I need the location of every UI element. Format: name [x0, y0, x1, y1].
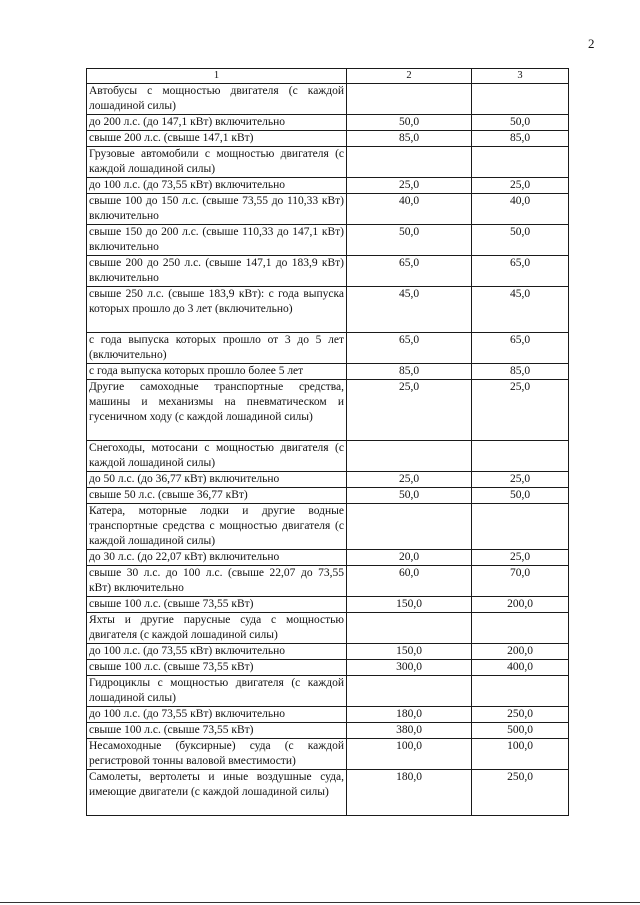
rate-value-column-2: 50,0: [347, 488, 472, 504]
rate-value-column-3: 25,0: [472, 178, 569, 194]
table-row: [87, 707, 569, 723]
rate-value-column-3: [472, 147, 569, 178]
row-description: свыше 200 л.с. (свыше 147,1 кВт): [87, 131, 347, 147]
rate-value-column-2: [347, 441, 472, 472]
rate-value-column-3: 50,0: [472, 225, 569, 256]
table-row: [87, 644, 569, 660]
row-description: свыше 100 л.с. (свыше 73,55 кВт): [87, 597, 347, 613]
table-row: [87, 739, 569, 770]
rate-value-column-3: [472, 84, 569, 115]
row-description: Снегоходы, мотосани с мощностью двигателя (с каждой лошадиной силы): [87, 441, 347, 472]
table-row: [87, 380, 569, 441]
rate-value-column-2: 150,0: [347, 644, 472, 660]
rate-value-column-3: 50,0: [472, 488, 569, 504]
rate-value-column-3: 45,0: [472, 287, 569, 333]
table-row: [87, 84, 569, 115]
row-description: до 100 л.с. (до 73,55 кВт) включительно: [87, 178, 347, 194]
rate-value-column-2: 150,0: [347, 597, 472, 613]
rate-value-column-2: 25,0: [347, 472, 472, 488]
rate-value-column-3: [472, 441, 569, 472]
rate-value-column-2: 45,0: [347, 287, 472, 333]
bottom-rule: [0, 902, 640, 903]
table-row: [87, 225, 569, 256]
table-row: [87, 488, 569, 504]
rate-value-column-3: 25,0: [472, 380, 569, 441]
rate-value-column-2: 85,0: [347, 131, 472, 147]
page-number: 2: [588, 36, 595, 51]
row-description: до 100 л.с. (до 73,55 кВт) включительно: [87, 707, 347, 723]
rate-value-column-2: 60,0: [347, 566, 472, 597]
table-row: [87, 147, 569, 178]
rate-value-column-3: 400,0: [472, 660, 569, 676]
row-description: свыше 50 л.с. (свыше 36,77 кВт): [87, 488, 347, 504]
table-row: [87, 566, 569, 597]
row-description: свыше 30 л.с. до 100 л.с. (свыше 22,07 до 73,55 кВт) включительно: [87, 566, 347, 597]
rate-value-column-3: [472, 504, 569, 550]
rate-value-column-3: 200,0: [472, 597, 569, 613]
rate-value-column-2: 100,0: [347, 739, 472, 770]
table-row: [87, 472, 569, 488]
rate-value-column-2: [347, 676, 472, 707]
rate-value-column-2: 40,0: [347, 194, 472, 225]
row-description: с года выпуска которых прошло от 3 до 5 лет (включительно): [87, 333, 347, 364]
rate-value-column-2: [347, 613, 472, 644]
row-description: Другие самоходные транспортные средства, машины и механизмы на пневматическом и гусеничном ходу (с каждой лошадиной силы): [87, 380, 347, 441]
rate-value-column-3: 250,0: [472, 707, 569, 723]
table-row: [87, 676, 569, 707]
row-description: Яхты и другие парусные суда с мощностью двигателя (с каждой лошадиной силы): [87, 613, 347, 644]
row-description: Грузовые автомобили с мощностью двигателя (с каждой лошадиной силы): [87, 147, 347, 178]
row-description: свыше 100 до 150 л.с. (свыше 73,55 до 110,33 кВт) включительно: [87, 194, 347, 225]
table-row: [87, 550, 569, 566]
rate-value-column-3: 500,0: [472, 723, 569, 739]
rate-value-column-2: 180,0: [347, 770, 472, 816]
row-description: до 100 л.с. (до 73,55 кВт) включительно: [87, 644, 347, 660]
row-description: свыше 250 л.с. (свыше 183,9 кВт): с года выпуска которых прошло до 3 лет (включительно): [87, 287, 347, 333]
row-description: свыше 150 до 200 л.с. (свыше 110,33 до 147,1 кВт) включительно: [87, 225, 347, 256]
table-row: [87, 194, 569, 225]
rate-value-column-2: 65,0: [347, 333, 472, 364]
rate-value-column-2: [347, 504, 472, 550]
column-header-2: 2: [347, 69, 472, 84]
rate-value-column-2: 25,0: [347, 380, 472, 441]
row-description: свыше 200 до 250 л.с. (свыше 147,1 до 183,9 кВт) включительно: [87, 256, 347, 287]
table-row: [87, 613, 569, 644]
rate-value-column-3: 65,0: [472, 333, 569, 364]
rate-value-column-2: 380,0: [347, 723, 472, 739]
row-description: свыше 100 л.с. (свыше 73,55 кВт): [87, 723, 347, 739]
rate-value-column-3: 40,0: [472, 194, 569, 225]
rate-value-column-3: 250,0: [472, 770, 569, 816]
table-row: [87, 287, 569, 333]
table-row: [87, 115, 569, 131]
table-row: [87, 770, 569, 816]
rate-value-column-3: 50,0: [472, 115, 569, 131]
rate-value-column-3: 25,0: [472, 472, 569, 488]
rate-value-column-3: 85,0: [472, 131, 569, 147]
column-header-1: 1: [87, 69, 347, 84]
column-header-3: 3: [472, 69, 569, 84]
rate-value-column-3: 65,0: [472, 256, 569, 287]
row-description: Несамоходные (буксирные) суда (с каждой регистровой тонны валовой вместимости): [87, 739, 347, 770]
row-description: Гидроциклы с мощностью двигателя (с каждой лошадиной силы): [87, 676, 347, 707]
row-description: до 30 л.с. (до 22,07 кВт) включительно: [87, 550, 347, 566]
rate-value-column-2: 65,0: [347, 256, 472, 287]
row-description: Автобусы с мощностью двигателя (с каждой лошадиной силы): [87, 84, 347, 115]
table-row: [87, 256, 569, 287]
table-row: [87, 660, 569, 676]
rate-value-column-2: [347, 84, 472, 115]
table-row: [87, 597, 569, 613]
table-row: [87, 333, 569, 364]
table-row: [87, 178, 569, 194]
rate-value-column-3: [472, 676, 569, 707]
rate-value-column-2: [347, 147, 472, 178]
table-body: [87, 69, 569, 816]
rate-value-column-3: 100,0: [472, 739, 569, 770]
row-description: Самолеты, вертолеты и иные воздушные суда, имеющие двигатели (с каждой лошадиной силы): [87, 770, 347, 816]
rate-value-column-3: [472, 613, 569, 644]
row-description: до 200 л.с. (до 147,1 кВт) включительно: [87, 115, 347, 131]
rate-value-column-3: 85,0: [472, 364, 569, 380]
rate-value-column-2: 25,0: [347, 178, 472, 194]
rate-value-column-2: 85,0: [347, 364, 472, 380]
table-row: [87, 364, 569, 380]
row-description: Катера, моторные лодки и другие водные транспортные средства с мощностью двигателя (с каждой лошадиной силы): [87, 504, 347, 550]
row-description: свыше 100 л.с. (свыше 73,55 кВт): [87, 660, 347, 676]
rate-value-column-2: 180,0: [347, 707, 472, 723]
rate-value-column-3: 25,0: [472, 550, 569, 566]
table-row: [87, 504, 569, 550]
rate-value-column-2: 20,0: [347, 550, 472, 566]
row-description: до 50 л.с. (до 36,77 кВт) включительно: [87, 472, 347, 488]
rate-value-column-3: 200,0: [472, 644, 569, 660]
rate-value-column-2: 50,0: [347, 115, 472, 131]
table-row: [87, 441, 569, 472]
table-header-row: [87, 69, 569, 84]
rate-value-column-3: 70,0: [472, 566, 569, 597]
row-description: с года выпуска которых прошло более 5 лет: [87, 364, 347, 380]
table-row: [87, 723, 569, 739]
rate-value-column-2: 300,0: [347, 660, 472, 676]
tax-rate-table: [86, 68, 569, 816]
table-row: [87, 131, 569, 147]
rate-value-column-2: 50,0: [347, 225, 472, 256]
